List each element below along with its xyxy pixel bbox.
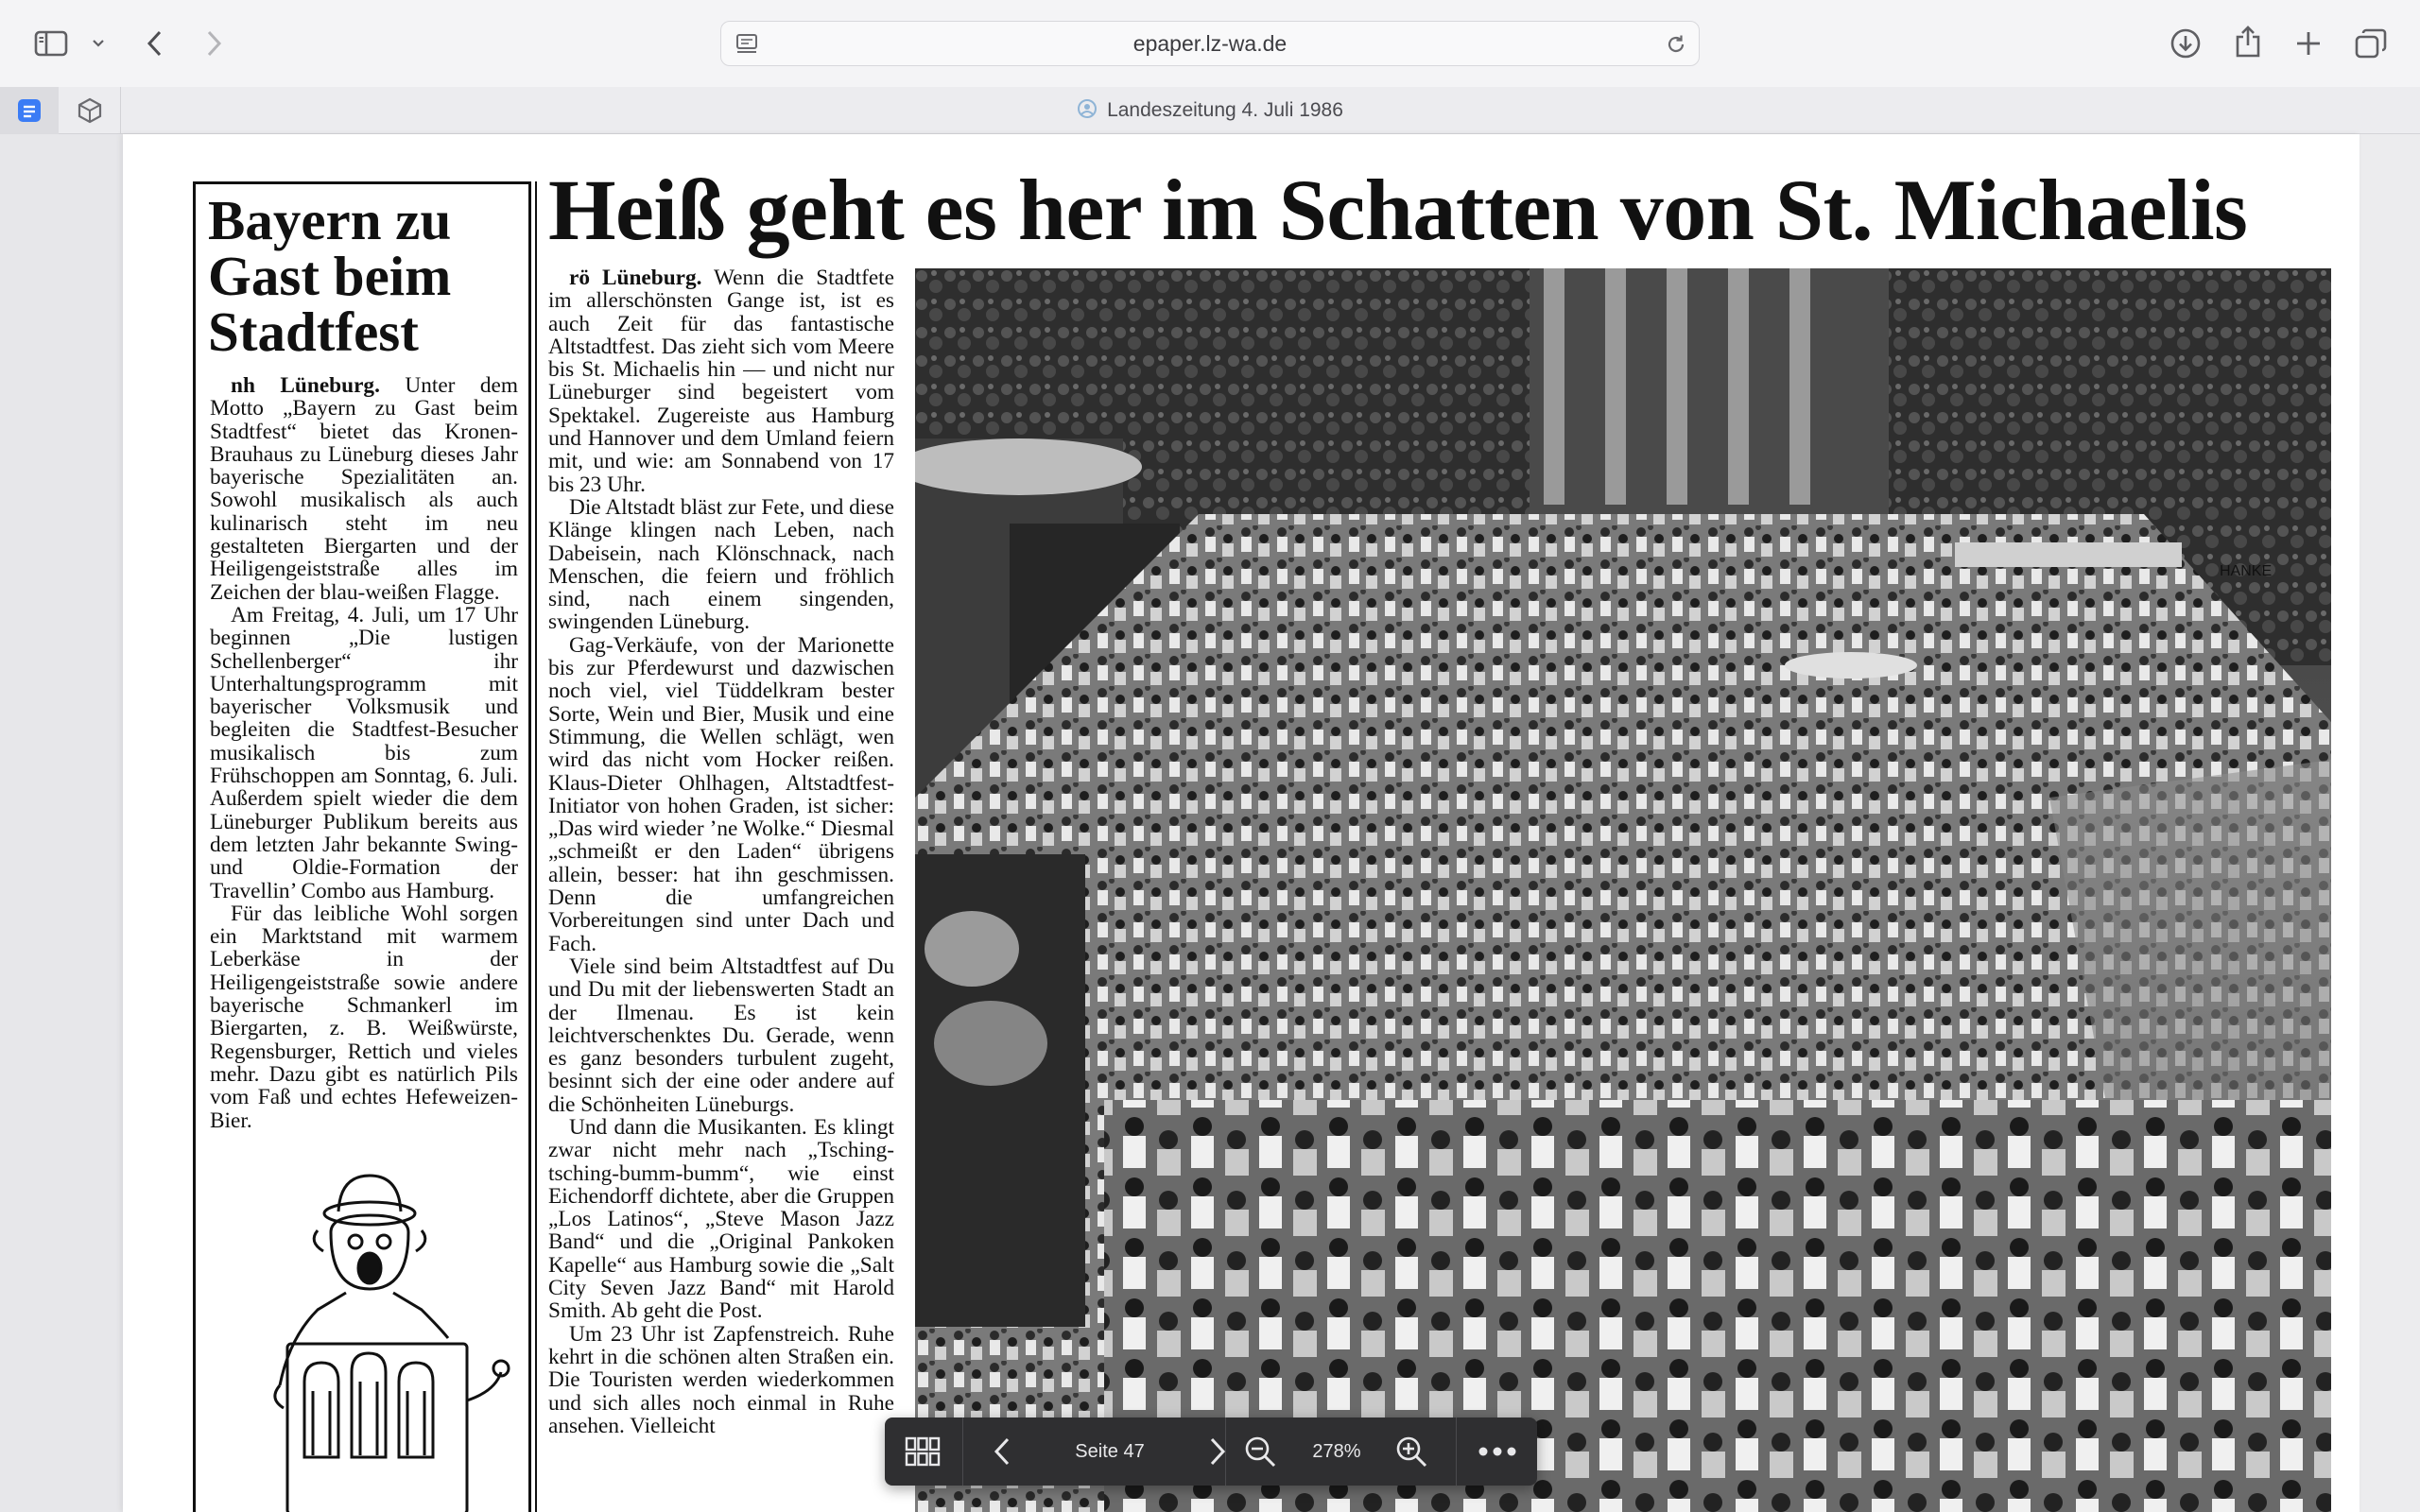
main-paragraph: rö Lüneburg. Wenn die Stadtfete im allerschönsten Gange ist, ist es auch Zeit für das fantastische Altstadtfest. Das zieht sich vom Meere bis St. Michaelis hin — und nicht nur Lüneburger sind begeistert vom Spektakel. Zugereiste aus Hamburg und Hannover und dem Umland feiern mit, und wie: am Sonnabend von 17 bis 23 Uhr.	[548, 266, 894, 497]
share-button[interactable]	[2227, 21, 2269, 62]
main-paragraph: Und dann die Musikanten. Es klingt zwar nicht mehr nach „Tsching-tsching-bumm-bumm“, wie einst Eichendorff dichtete, aber die Gruppen „Los Latinos“, „Steve Mason Jazz Band“ und die „Original Pankoken Kapelle“ aus Hamburg sowie die „Salt City Seven Jazz Band“ mit Harold Smith. Ab geht die Post.	[548, 1114, 894, 1324]
sidebar-icon	[34, 30, 68, 57]
epaper-viewer-toolbar	[885, 1418, 1537, 1486]
more-icon	[1478, 1447, 1516, 1456]
address-bar[interactable]	[720, 21, 1700, 66]
main-paragraph: Die Altstadt bläst zur Fete, und diese Klänge klingen nach Leben, nach Dabeisein, nach Klönschnack, nach Menschen, die feiern und fröhlich sind, nach einem singenden, swingenden Lüneburg.	[548, 494, 894, 635]
forward-button[interactable]	[195, 25, 233, 62]
tab-overview-button[interactable]	[2350, 23, 2392, 64]
more-options-button[interactable]	[1458, 1418, 1537, 1486]
main-paragraph: Gag-Verkäufe, von der Marionette bis zur Pferdewurst und dazwischen noch viel, viel Tüddelkram bester Sorte, Wein und Bier, Musik und eine Stimmung, die Wellen schlägt, wen wird das nicht vom Hocker reißen. Klaus-Dieter Ohlhagen, Altstadtfest-Initiator von hohen Graden, ist sicher: „Das wird wieder ’ne Wolke.“ Diesmal „schmeißt er den Laden“ übrigens allein, besser: hat ihn geschmissen. Denn die umfangreichen Vorbereitungen sind unter Dach und Fach.	[548, 632, 894, 956]
plus-icon	[2295, 30, 2322, 57]
zoom-in-button[interactable]	[1378, 1418, 1444, 1486]
side-article-headline: Bayern zu Gast beim Stadtfest	[208, 189, 452, 363]
grid-icon	[905, 1436, 941, 1467]
active-tab[interactable]	[0, 87, 2420, 134]
column-rule	[535, 181, 537, 1512]
download-icon	[2169, 27, 2202, 60]
page-indicator[interactable]: Seite 47	[1075, 1441, 1145, 1462]
photo-sign-text: HANKE	[2220, 563, 2273, 579]
site-favicon-icon	[1077, 98, 1098, 119]
zoom-out-icon	[1244, 1435, 1276, 1468]
zoom-out-button[interactable]	[1227, 1418, 1293, 1486]
divider	[1225, 1418, 1226, 1486]
page-grid-button[interactable]	[885, 1418, 960, 1486]
main-article-body	[548, 266, 894, 1512]
new-tab-button[interactable]	[2288, 23, 2329, 64]
newspaper-page	[123, 134, 2360, 1512]
crowd-photo	[915, 268, 2331, 1512]
reload-icon[interactable]	[1665, 33, 1687, 56]
tab-title: Landeszeitung 4. Juli 1986	[1107, 99, 1343, 121]
previous-page-button[interactable]	[964, 1418, 1040, 1486]
zoom-level: 278%	[1312, 1441, 1361, 1462]
chevron-left-icon	[146, 29, 164, 58]
chevron-right-icon	[1208, 1436, 1227, 1467]
side-paragraph: Am Freitag, 4. Juli, um 17 Uhr beginnen „Die lustigen Schellenberger“ ihr Unterhaltungsprogramm mit bayerischer Volksmusik und begleiten die Stadtfest-Besucher musikalisch bis zum Frühschoppen am Sonntag, 6. Juli. Außerdem spielt wieder die dem Lüneburger Publikum bereits aus dem letzten Jahr bekannte Swing- und Oldie-Formation der Travellin’ Combo aus Hamburg.	[210, 602, 518, 903]
downloads-button[interactable]	[2165, 23, 2206, 64]
divider	[962, 1418, 963, 1486]
zoom-in-icon	[1395, 1435, 1427, 1468]
chevron-down-icon	[92, 39, 105, 48]
photo-image	[915, 268, 2331, 1512]
divider	[1456, 1418, 1457, 1486]
back-button[interactable]	[136, 25, 174, 62]
share-icon	[2234, 25, 2262, 59]
left-gutter	[0, 134, 123, 1512]
chevron-left-icon	[993, 1436, 1011, 1467]
browser-toolbar	[0, 0, 2420, 87]
cartoon-illustration	[214, 1174, 526, 1512]
main-paragraph: Viele sind beim Altstadtfest auf Du und Du mit der liebenswerten Stadt an der Ilmenau. Es ist kein leichtverschenktes Du. Gerade, wenn es ganz besonders turbulent zugeht, besinnt sich der eine oder andere auf die Schönheiten Lüneburgs.	[548, 954, 894, 1117]
sidebar-toggle-button[interactable]	[32, 25, 70, 62]
side-paragraph: Für das leibliche Wohl sorgen ein Marktstand mit warmem Leberkäse in der Heiligengeiststraße sowie andere bayerische Schmankerl im Biergarten, z. B. Weißwürste, Regensburger, Rettich und vieles mehr. Dazu gibt es natürlich Pils vom Faß und echtes Hefeweizen-Bier.	[210, 901, 518, 1133]
tabs-icon	[2355, 28, 2387, 59]
side-paragraph: nh Lüneburg. Unter dem Motto „Bayern zu Gast beim Stadtfest“ bietet das Kronen-Brauhaus zu Lüneburg dieses Jahr bayerische Spezialitäten an. Sowohl musikalisch als auch kulinarisch steht im neu gestalteten Biergarten und der Heiligengeiststraße alles im Zeichen der blau-weißen Flagge.	[210, 373, 518, 605]
main-headline: Heiß geht es her im Schatten von St. Michaelis	[548, 162, 2248, 258]
sidebar-menu-button[interactable]	[87, 28, 110, 59]
url-text[interactable]: epaper.lz-wa.de	[1132, 31, 1288, 56]
chevron-right-icon	[204, 29, 223, 58]
side-article-body	[210, 374, 518, 1132]
main-paragraph: Um 23 Uhr ist Zapfenstreich. Ruhe kehrt in die schönen alten Straßen ein. Die Touristen werden wiederkommen und sich alles noch einmal in Ruhe ansehen. Vielleicht	[548, 1321, 894, 1438]
right-gutter	[2360, 134, 2420, 1512]
tab-bar	[0, 87, 2420, 134]
